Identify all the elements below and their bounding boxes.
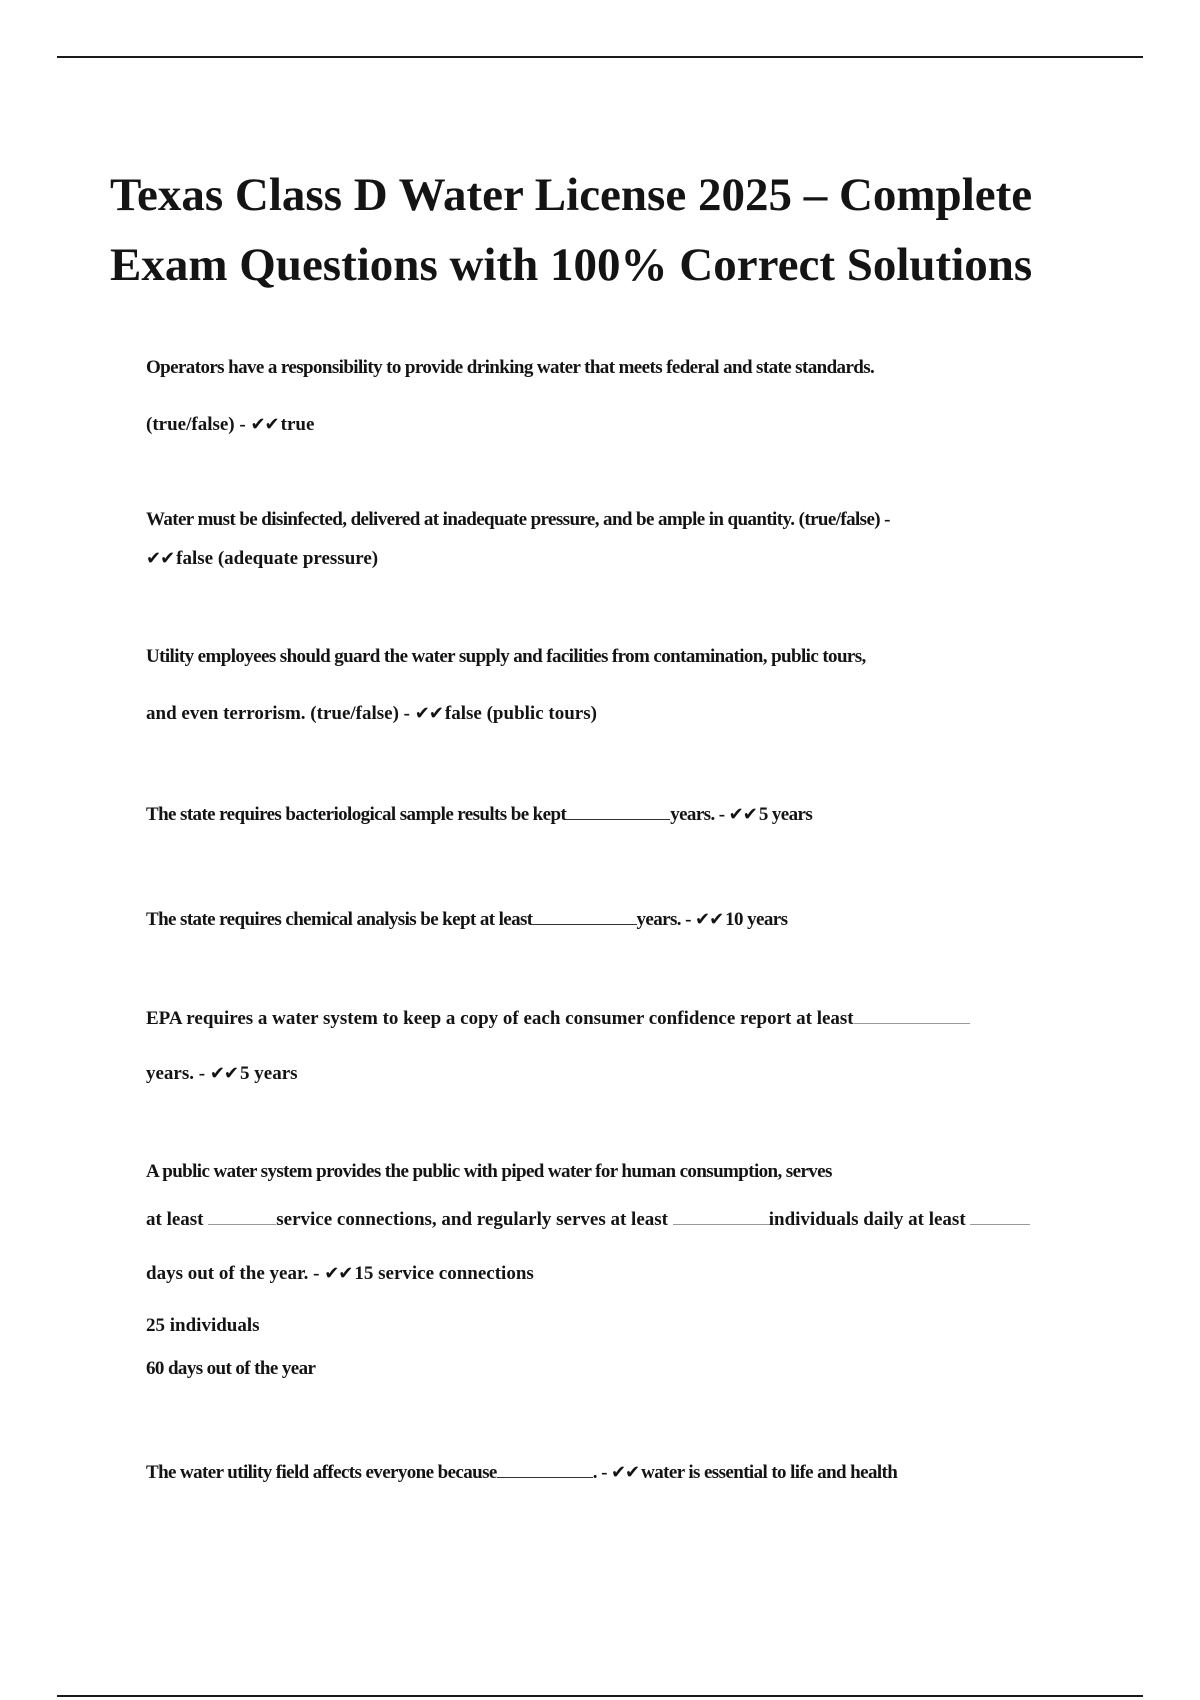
double-check-icon: ✔✔ [694,909,724,930]
answer-blank [497,1463,593,1478]
document-title [110,160,1110,300]
double-check-icon: ✔✔ [414,703,443,724]
question-2-answer: false (adequate pressure) [176,548,379,569]
header-rule [57,56,1143,58]
answer-blank [533,910,637,925]
question-4-answer: 5 years [758,804,813,825]
double-check-icon: ✔✔ [610,1462,640,1483]
question-2-text: Water must be disinfected, delivered at inadequate pressure, and be ample in quantity. (true/false) - [146,509,890,530]
question-3-text: Utility employees should guard the water supply and facilities from contamination, public tours, [146,646,866,667]
double-check-icon: ✔✔ [250,414,279,435]
question-8-text: The water utility field affects everyone because . - ✔✔ water is essential to life and health [146,1462,898,1483]
question-7-answer-line-2: 25 individuals [146,1315,260,1336]
question-7-answer-line-3: 60 days out of the year [146,1358,316,1379]
question-2-answer-line [146,547,378,571]
question-1-answer: true [280,414,315,435]
question-7-answer-line: days out of the year. - ✔✔ 15 service connections [146,1263,534,1284]
double-check-icon: ✔✔ [324,1263,353,1284]
question-6-answer: 5 years [240,1063,298,1084]
question-8-answer: water is essential to life and health [641,1462,898,1483]
question-1-text: Operators have a responsibility to provide drinking water that meets federal and state standards. [146,357,875,378]
answer-blank [970,1210,1030,1225]
double-check-icon: ✔✔ [728,804,757,825]
question-1-answer-line: (true/false) - ✔✔ true [146,414,315,435]
question-7-answer: 15 service connections [354,1263,534,1284]
question-7-text-line-2: at least service connections, and regularly serves at least individuals daily at least [146,1208,1030,1232]
question-3-answer-line: and even terrorism. (true/false) - ✔✔ false (public tours) [146,703,597,724]
answer-blank [854,1009,970,1024]
question-4-text: The state requires bacteriological sample results be kept years. - ✔✔ 5 years [146,804,813,825]
double-check-icon: ✔✔ [146,548,175,569]
title-line-1: Texas Class D Water License 2025 – Complete [110,169,1033,221]
question-5-text: The state requires chemical analysis be kept at least years. - ✔✔ 10 years [146,909,788,930]
question-7-text: A public water system provides the public with piped water for human consumption, serves [146,1161,832,1182]
answer-blank [566,805,670,820]
answer-blank [208,1210,276,1225]
footer-rule [57,1695,1143,1697]
question-3-answer: false (public tours) [444,703,597,724]
title-line-2: Exam Questions with 100% Correct Solutions [110,239,1033,291]
answer-blank [673,1210,769,1225]
question-6-text: EPA requires a water system to keep a copy of each consumer confidence report at least [146,1007,970,1031]
double-check-icon: ✔✔ [209,1063,239,1084]
question-5-answer: 10 years [725,909,788,930]
question-6-answer-line: years. - ✔✔ 5 years [146,1063,298,1084]
